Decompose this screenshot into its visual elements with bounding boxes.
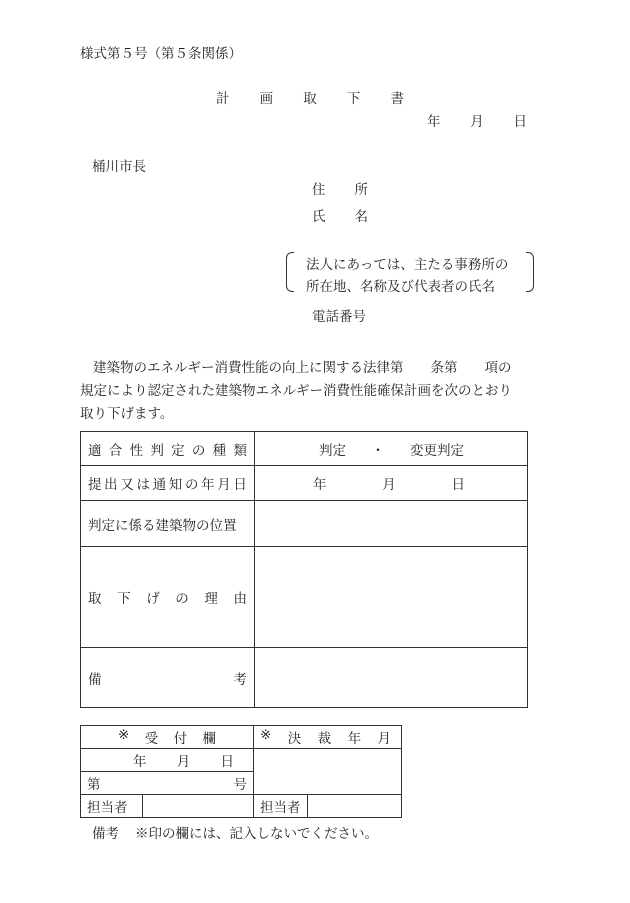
receipt-number[interactable]: 第 号: [81, 772, 254, 795]
table-row: [81, 501, 528, 547]
change-judgment-option: 変更判定: [410, 442, 464, 459]
phone-label: 電話番号: [312, 309, 366, 325]
table-row: [81, 795, 402, 818]
note-label: 備考: [92, 826, 119, 842]
receipt-table: [80, 725, 402, 818]
date-month-char: 月: [470, 114, 484, 130]
body-line2: 規定により認定された建築物エネルギー消費性能確保計画を次のとおり: [80, 383, 512, 399]
separator: ・: [371, 442, 385, 459]
title-char: 画: [259, 91, 274, 107]
decision-header: ※ 決 裁 年 月: [254, 726, 402, 749]
page-title: [216, 87, 404, 107]
receipt-header: ※ 受 付 欄: [81, 726, 254, 749]
receipt-person-label: 担当者: [81, 795, 143, 818]
table-row: [81, 547, 528, 648]
table-row: [81, 726, 402, 749]
withdrawal-reason-label: 取 下 げ の 理 由: [81, 547, 255, 648]
receipt-person-value[interactable]: [143, 795, 254, 818]
note-text: ※印の欄には、記入しないでください。: [135, 826, 378, 842]
details-table: [80, 431, 528, 708]
remarks-label: 備 考: [81, 648, 255, 708]
date-year-char: 年: [427, 114, 441, 130]
withdrawal-reason-value[interactable]: [255, 547, 528, 648]
receipt-date[interactable]: 年 月 日: [81, 749, 254, 772]
date-day-char: 日: [513, 114, 527, 130]
right-bracket: [526, 252, 534, 292]
table-row: [81, 466, 528, 501]
decision-person-value[interactable]: [308, 795, 402, 818]
submission-date: [427, 110, 527, 130]
name-label: 氏 名: [312, 209, 368, 225]
judgment-option: 判定: [319, 442, 346, 459]
table-row: [81, 432, 528, 466]
building-location-value[interactable]: [255, 501, 528, 547]
title-char: 取: [303, 91, 317, 107]
addressee: 桶川市長: [92, 159, 146, 175]
corporate-note-line1: 法人にあっては、主たる事務所の: [306, 257, 509, 273]
decision-area[interactable]: [254, 749, 402, 795]
address-label: 住 所: [312, 182, 368, 198]
submission-date-label: 提 出 又 は 通 知 の 年 月 日: [81, 466, 255, 501]
judgment-type-label: 適 合 性 判 定 の 種 類: [81, 432, 255, 466]
building-location-label: 判定に係る建築物の位置: [81, 501, 255, 547]
title-char: 下: [346, 91, 361, 107]
corporate-note: [286, 252, 534, 295]
body-line3: 取り下げます。: [80, 406, 174, 422]
decision-person-label: 担当者: [254, 795, 308, 818]
title-char: 計: [216, 91, 230, 107]
left-bracket: [286, 252, 294, 292]
judgment-type-value[interactable]: [255, 432, 528, 466]
submission-date-value[interactable]: 年 月 日: [255, 466, 528, 501]
remarks-value[interactable]: [255, 648, 528, 708]
title-char: 書: [390, 91, 404, 107]
body-line1: 建築物のエネルギー消費性能の向上に関する法律第 条第 項の: [93, 360, 512, 376]
corporate-note-line2: 所在地、名称及び代表者の氏名: [306, 279, 495, 295]
form-number: 様式第５号（第５条関係）: [80, 46, 242, 62]
table-row: [81, 749, 402, 772]
table-row: [81, 648, 528, 708]
